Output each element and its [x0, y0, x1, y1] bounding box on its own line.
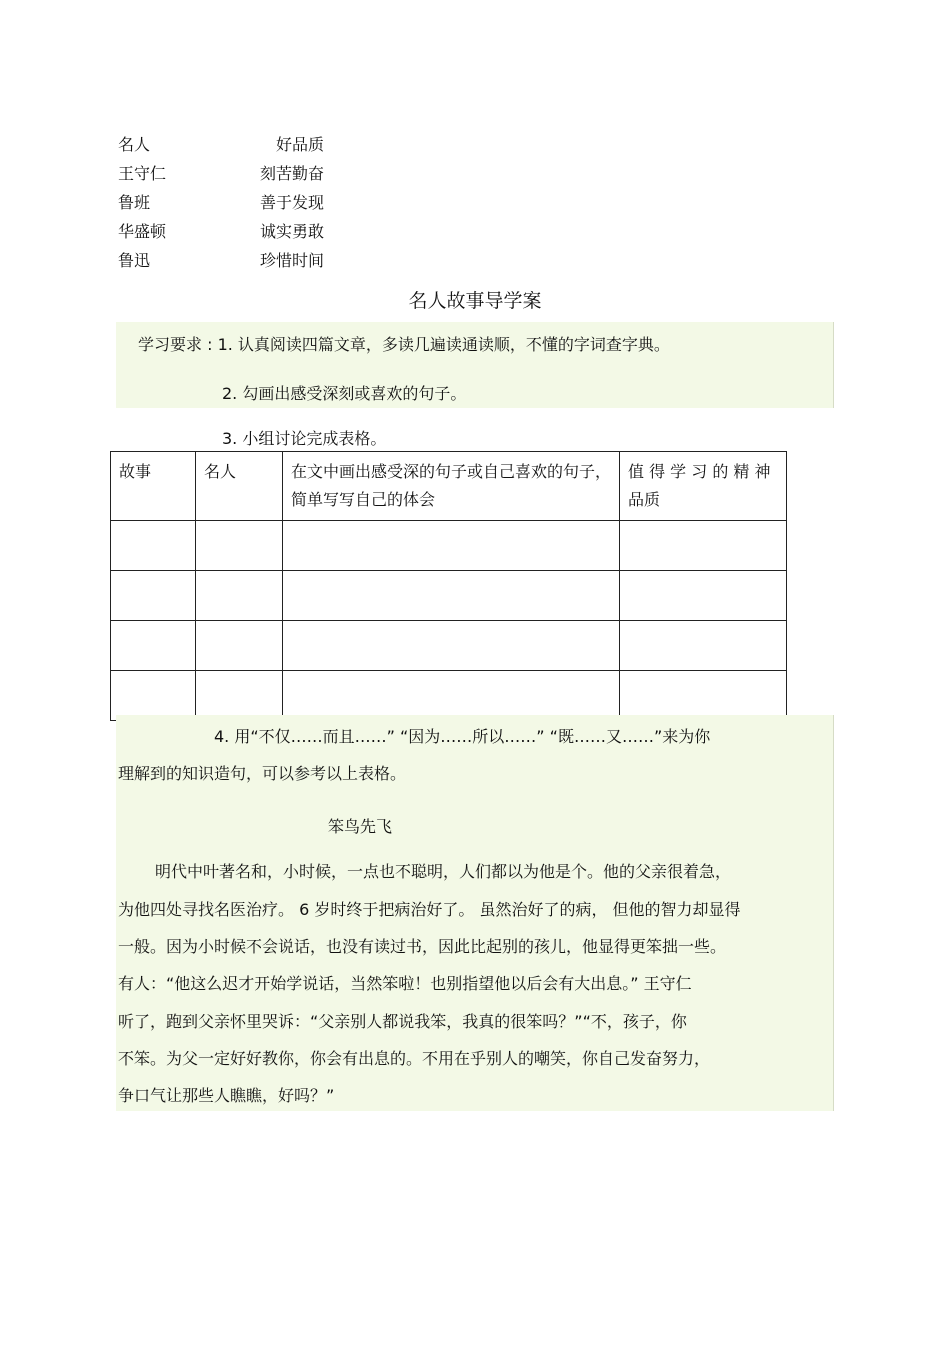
- table-cell[interactable]: [283, 571, 620, 621]
- requirement-2: 2. 勾画出感受深刻或喜欢的句子。: [222, 384, 467, 403]
- table-header-row: [111, 452, 787, 521]
- header-sentence: 在文中画出感受深的句子或自己喜欢的句子，简单写写自己的体会: [283, 452, 620, 521]
- story-line: 听了，跑到父亲怀里哭诉：“父亲别人都说我笨，我真的很笨吗？”“不，孩子，你: [118, 1012, 687, 1031]
- table-cell[interactable]: [196, 621, 283, 671]
- table-cell[interactable]: [111, 621, 196, 671]
- pair-row: [118, 161, 358, 183]
- pair-row: [118, 190, 358, 212]
- table-cell[interactable]: [111, 521, 196, 571]
- table-row: [111, 521, 787, 571]
- story-line: 明代中叶著名和，小时候，一点也不聪明，人们都以为他是个。他的父亲很着急，: [155, 862, 732, 881]
- table-cell[interactable]: [283, 521, 620, 571]
- requirement-1: 学习要求 : 1. 认真阅读四篇文章，多读几遍读通读顺，不懂的字词查字典。: [138, 335, 670, 354]
- famous-person-name: 鲁迅: [118, 251, 151, 270]
- pair-row: [118, 248, 358, 270]
- table-cell[interactable]: [620, 621, 787, 671]
- table-cell[interactable]: [283, 671, 620, 721]
- good-quality: 好品质: [275, 135, 324, 154]
- header-quality: 值 得 学 习 的 精 神 品质: [620, 452, 787, 521]
- task-4-line-1: 4. 用“不仅……而且……” “因为……所以……” “既……又……”来为你: [214, 727, 711, 746]
- table-row: [111, 671, 787, 721]
- pair-row: [118, 219, 358, 241]
- table-cell[interactable]: [196, 671, 283, 721]
- story-line: 有人：“他这么迟才开始学说话，当然笨啦！也别指望他以后会有大出息。” 王守仁: [118, 974, 692, 993]
- famous-person-name: 鲁班: [118, 193, 151, 212]
- story-line: 不笨。为父一定好好教你，你会有出息的。不用在乎别人的嘲笑，你自己发奋努力，: [118, 1049, 711, 1068]
- table-cell[interactable]: [620, 671, 787, 721]
- famous-person-name: 王守仁: [118, 164, 167, 183]
- good-quality: 刻苦勤奋: [259, 164, 324, 183]
- table-cell[interactable]: [111, 571, 196, 621]
- famous-person-name: 名人: [118, 135, 151, 154]
- story-title: 笨鸟先飞: [328, 817, 393, 836]
- table-cell[interactable]: [620, 571, 787, 621]
- good-quality: 善于发现: [259, 193, 324, 212]
- header-person: 名人: [196, 452, 283, 521]
- table-cell[interactable]: [196, 521, 283, 571]
- good-quality: 珍惜时间: [259, 251, 324, 270]
- table-row: [111, 621, 787, 671]
- good-quality: 诚实勇敢: [259, 222, 324, 241]
- requirement-3: 3. 小组讨论完成表格。: [222, 429, 387, 448]
- story-line: 争口气让那些人瞧瞧，好吗？”: [118, 1086, 335, 1105]
- discussion-table: [110, 451, 787, 721]
- header-story: 故事: [111, 452, 196, 521]
- table-cell[interactable]: [620, 521, 787, 571]
- story-line: 为他四处寻找名医治疗。 6 岁时终于把病治好了。 虽然治好了的病， 但他的智力却显得: [118, 900, 741, 919]
- story-line: 一般。因为小时候不会说话，也没有读过书，因此比起别的孩儿，他显得更笨拙一些。: [118, 937, 727, 956]
- pair-row: [118, 132, 358, 154]
- table-cell[interactable]: [111, 671, 196, 721]
- table-cell[interactable]: [196, 571, 283, 621]
- table-row: [111, 571, 787, 621]
- famous-person-name: 华盛顿: [118, 222, 167, 241]
- table-cell[interactable]: [283, 621, 620, 671]
- page-title: 名人故事导学案: [408, 290, 542, 312]
- task-4-line-2: 理解到的知识造句，可以参考以上表格。: [118, 764, 407, 783]
